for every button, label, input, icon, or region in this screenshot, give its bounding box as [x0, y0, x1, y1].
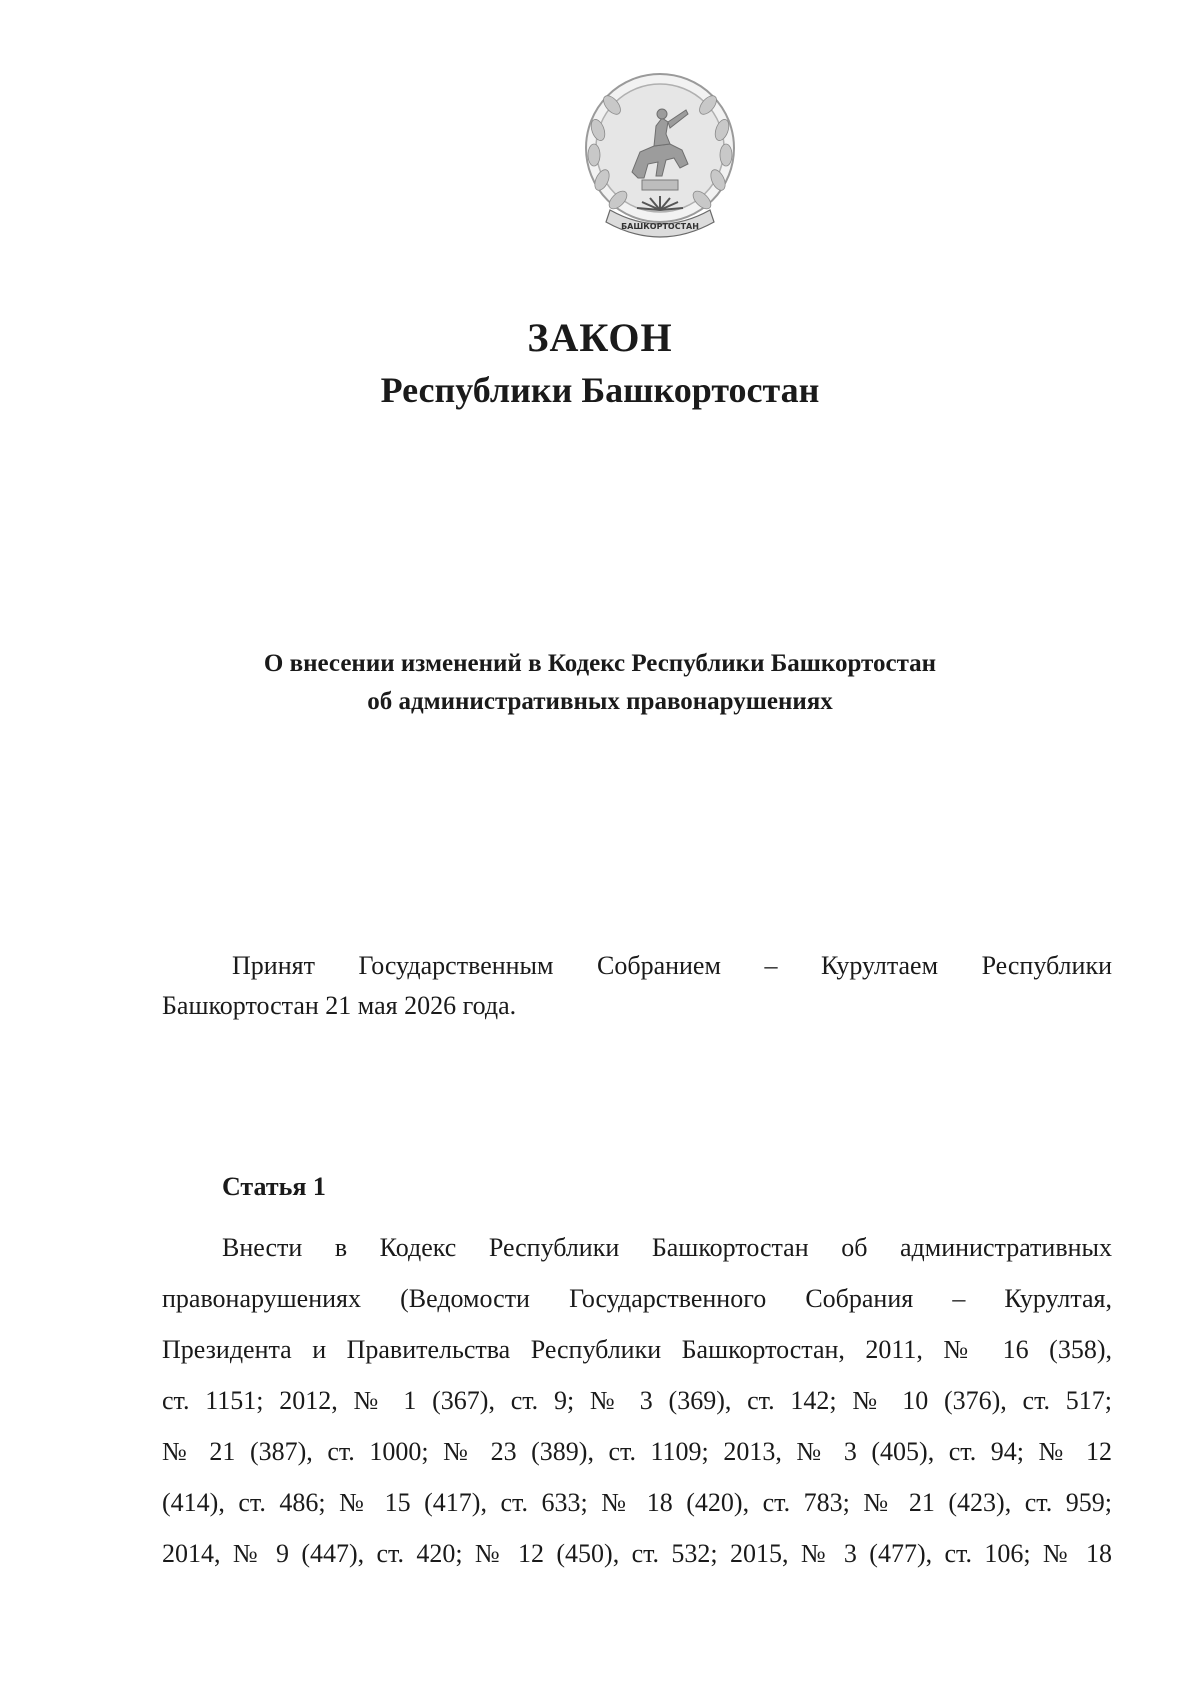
law-subject-line-2: об административных правонарушениях: [367, 688, 833, 715]
coat-of-arms-icon: [570, 60, 750, 250]
adoption-line-1: Принят Государственным Собранием – Курултаем Республики: [232, 951, 1112, 980]
document-subtitle: Республики Башкортостан: [380, 370, 820, 410]
adoption-line-2: Башкортостан 21 мая 2026 года.: [162, 991, 517, 1020]
article-1-heading: Статья 1: [222, 1172, 326, 1201]
article-1-line: правонарушениях (Ведомости Государственного Собрания – Курултая,: [162, 1284, 1112, 1313]
adoption-statement: [162, 946, 1112, 1026]
article-1-line: № 21 (387), ст. 1000; № 23 (389), ст. 1109; 2013, № 3 (405), ст. 94; № 12: [162, 1437, 1112, 1466]
article-1-line: (414), ст. 486; № 15 (417), ст. 633; № 18 (420), ст. 783; № 21 (423), ст. 959;: [162, 1488, 1112, 1517]
article-1-line: Внести в Кодекс Республики Башкортостан об административных: [222, 1233, 1112, 1262]
article-1-line: Президента и Правительства Республики Башкортостан, 2011, № 16 (358),: [162, 1335, 1112, 1364]
law-subject: [0, 645, 1200, 721]
article-1-line: 2014, № 9 (447), ст. 420; № 12 (450), ст. 532; 2015, № 3 (477), ст. 106; № 18: [162, 1539, 1112, 1568]
article-1-line: ст. 1151; 2012, № 1 (367), ст. 9; № 3 (369), ст. 142; № 10 (376), ст. 517;: [162, 1386, 1112, 1415]
article-1-body: [162, 1222, 1112, 1579]
emblem-ribbon-text: БАШКОРТОСТАН: [621, 222, 699, 231]
law-subject-line-1: О внесении изменений в Кодекс Республики Башкортостан: [263, 650, 937, 677]
document-title: ЗАКОН: [527, 315, 673, 360]
